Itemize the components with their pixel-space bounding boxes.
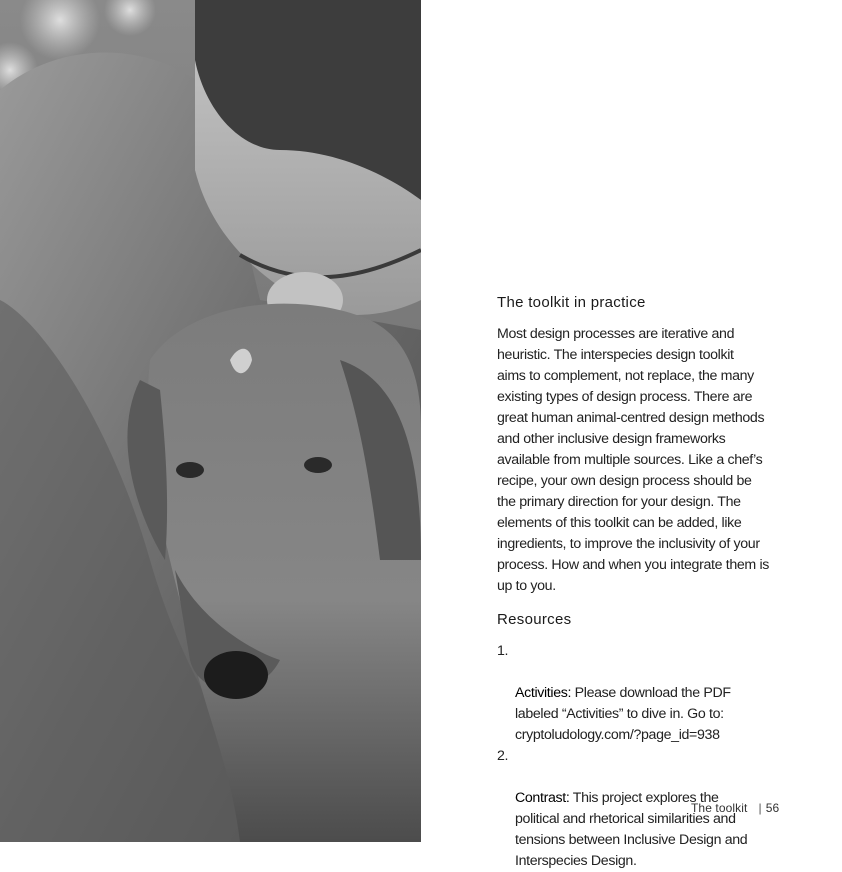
footer-separator: | xyxy=(758,801,762,815)
heading-toolkit-in-practice: The toolkit in practice xyxy=(497,294,646,311)
list-number: 2. xyxy=(497,748,509,764)
list-term: Activities: xyxy=(515,685,572,701)
photo-man-hugging-dog xyxy=(0,0,421,842)
heading-resources: Resources xyxy=(497,611,572,628)
page-footer xyxy=(691,801,779,815)
resources-list xyxy=(497,641,797,872)
list-term: Contrast: xyxy=(515,790,570,806)
photo-illustration xyxy=(0,0,421,842)
list-number: 1. xyxy=(497,643,509,659)
list-text: Please download the PDF labeled “Activities” to dive in. Go to: cryptoludology.com/?page_id=938 xyxy=(515,685,731,743)
body-paragraph: Most design processes are iterative and heuristic. The interspecies design toolkit aims to complement, not replace, the many existing types of design process. There are great human animal-centred design methods and other inclusive design frameworks available from multiple sources. Like a chef’s recipe, your own design process should be the primary direction for your design. The elements of this toolkit can be added, like ingredients, to improve the inclusivity of your process. How and when you integrate them is up to you. xyxy=(497,326,770,594)
page-number: 56 xyxy=(765,801,780,815)
list-text: This project explores the political and rhetorical similarities and tensions between Inclusive Design and Interspecies Design. xyxy=(515,790,748,869)
list-item xyxy=(497,641,797,746)
footer-label: The toolkit xyxy=(691,801,748,815)
